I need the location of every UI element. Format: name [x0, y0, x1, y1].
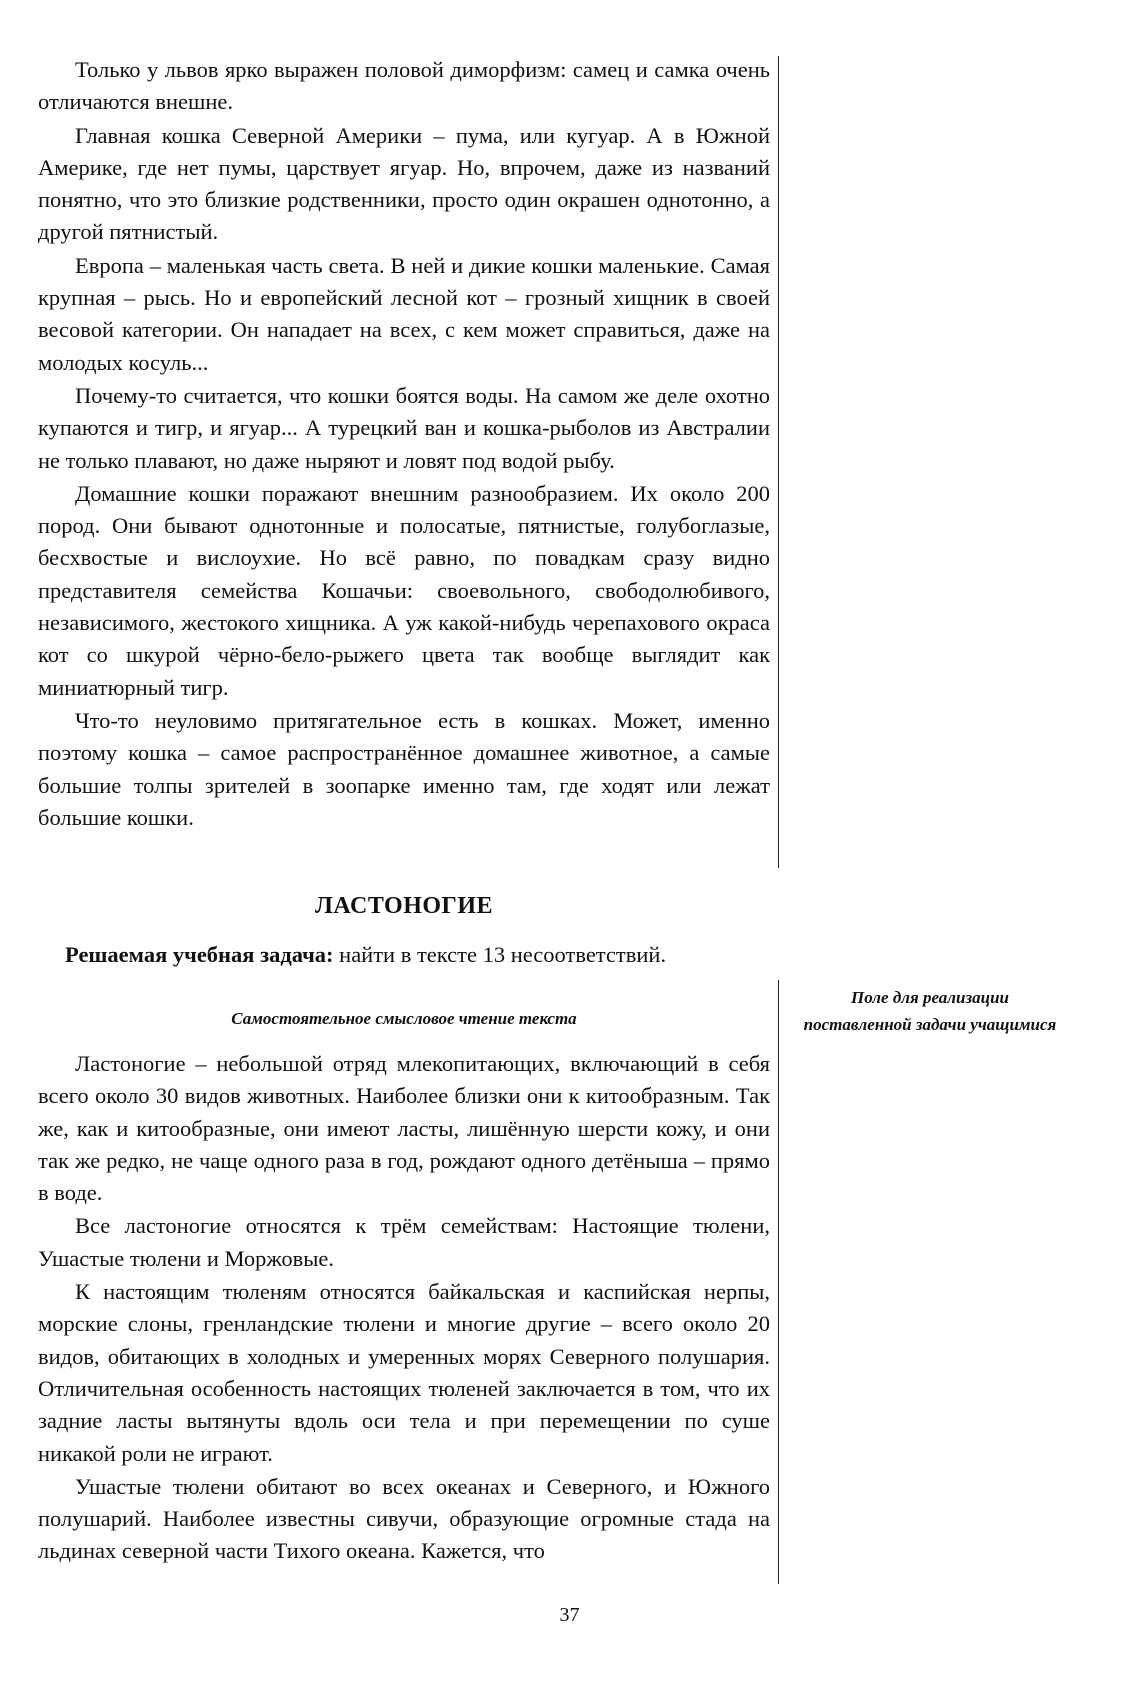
bottom-text-column — [38, 1048, 770, 1568]
top-text-column — [38, 54, 770, 834]
task-text: найти в тексте 13 несоответствий. — [333, 942, 667, 967]
paragraph: Почему-то считается, что кошки боятся воды. На самом же деле охотно купаются и тигр, и ягуар... А турецкий ван и кошка-рыболов из Австралии не только плавают, но даже ныряют и ловят под водой рыбу. — [38, 382, 770, 473]
task-label: Решаемая учебная задача: — [65, 942, 334, 967]
side-note: Поле для реализации поставленной задачи учащимися — [803, 988, 1057, 1034]
paragraph: Все ластоногие относятся к трём семействам: Настоящие тюлени, Ушастые тюлени и Моржовые. — [38, 1213, 770, 1271]
page-number: 37 — [559, 1604, 580, 1626]
margin-rule-bottom — [778, 980, 779, 1584]
reading-heading: Самостоятельное смысловое чтение текста — [231, 1009, 577, 1028]
paragraph: К настоящим тюленям относятся байкальская и каспийская нерпы, морские слоны, гренландские тюлени и многие другие – всего около 20 видов, обитающих в холодных и умеренных морях Северного полушария. Отличительная особенность настоящих тюленей заключается в том, что их задние ласты вытянуты вдоль оси тела и при перемещении по суше никакой роли не играют. — [38, 1279, 770, 1466]
paragraph: Домашние кошки поражают внешним разнообразием. Их около 200 пород. Они бывают однотонные и полосатые, пятнистые, голубоглазые, бесхвостые и вислоухие. Но всё равно, по повадкам сразу видно представителя семейства Кошачьи: своевольного, свободолюбивого, независимого, жестокого хищника. А уж какой-нибудь черепахового окраса кот со шкурой чёрно-бело-рыжего цвета так вообще выглядит как миниатюрный тигр. — [38, 480, 770, 700]
section-title: ЛАСТОНОГИЕ — [315, 893, 493, 919]
margin-rule-top — [778, 56, 779, 868]
paragraph: Главная кошка Северной Америки – пума, или кугуар. А в Южной Америке, где нет пумы, царствует ягуар. Но, впрочем, даже из названий понятно, что это близкие родственники, просто один окрашен однотонно, а другой пятнистый. — [38, 122, 770, 245]
paragraph: Европа – маленькая часть света. В ней и дикие кошки маленькие. Самая крупная – рысь. Но и европейский лесной кот – грозный хищник в своей весовой категории. Он нападает на всех, с кем может справиться, даже на молодых косуль... — [38, 252, 770, 375]
paragraph: Ластоногие – небольшой отряд млекопитающих, включающий в себя всего около 30 видов животных. Наиболее близки они к китообразным. Так же, как и китообразные, они имеют ласты, лишённую шерсти кожу, и они так же редко, не чаще одного раза в год, рождают одного детёныша – прямо в воде. — [38, 1051, 770, 1206]
paragraph: Что-то неуловимо притягательное есть в кошках. Может, именно поэтому кошка – самое распространённое домашнее животное, а самые большие толпы зрителей в зоопарке именно там, где ходят или лежат большие кошки. — [38, 707, 770, 830]
paragraph: Только у львов ярко выражен половой диморфизм: самец и самка очень отличаются внешне. — [38, 57, 770, 115]
paragraph: Ушастые тюлени обитают во всех океанах и Северного, и Южного полушарий. Наиболее известны сивучи, образующие огромные стада на льдинах северной части Тихого океана. Кажется, что — [38, 1473, 770, 1564]
task-statement — [38, 942, 770, 968]
